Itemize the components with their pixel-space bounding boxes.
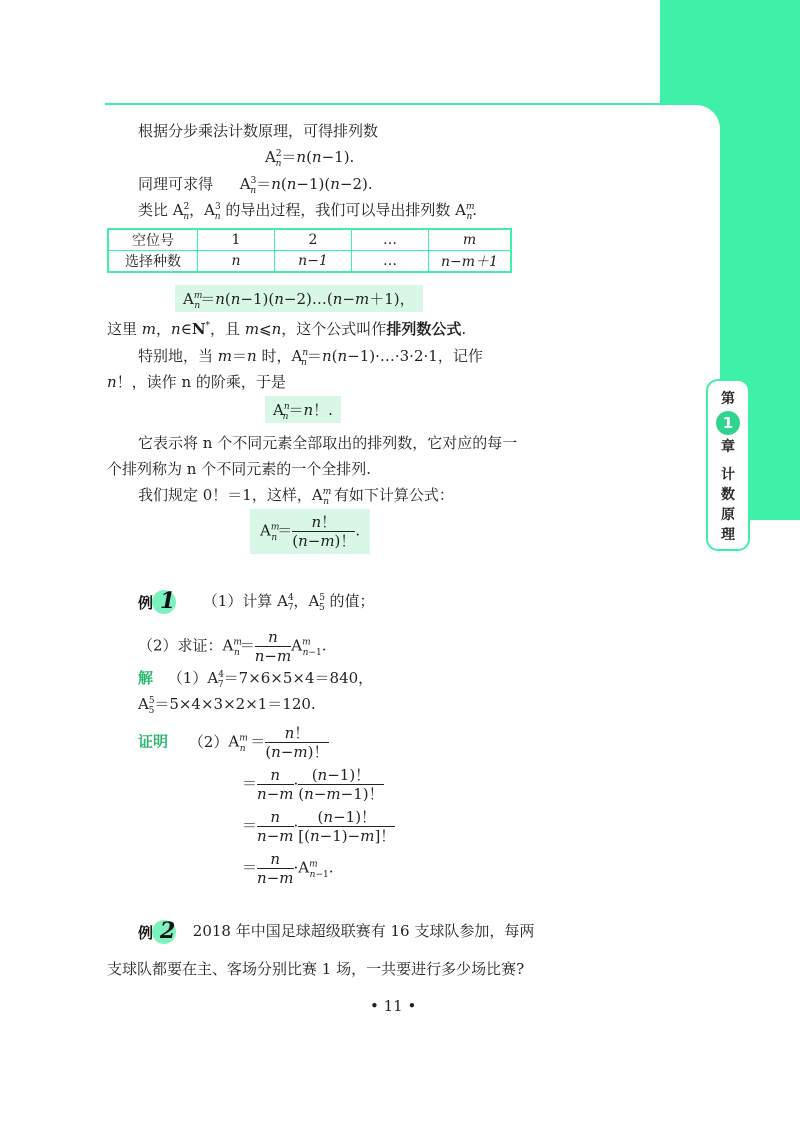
- chapter-title-char: 理: [721, 527, 735, 543]
- table-row-label: 选择种数: [108, 251, 198, 273]
- proof-step-2: ＝ $\frac{n}{n-m}$ · $\frac{(n-1)!}{(n-m-1)!}$: [242, 766, 384, 803]
- chapter-tab: [706, 379, 750, 551]
- table-row: [108, 251, 511, 273]
- proof-step-3: ＝ $\frac{n}{n-m}$ · $\frac{(n-1)!}{[(n-1)-m]!}$: [242, 808, 396, 845]
- formula-full-permutation: $A^n_n=n$！.: [265, 396, 341, 423]
- table-header-label: 空位号: [108, 229, 198, 251]
- paragraph-meaning: 它表示将 n 个不同元素全部取出的排列数，它对应的每一: [138, 434, 518, 452]
- paragraph-definition: 这里 m，n∈N*，且 m⩽n，这个公式叫作排列数公式.: [107, 320, 467, 338]
- example-1-badge: 例 1: [138, 588, 176, 614]
- paragraph-a3: 同理可求得 $A^3_n=n(n-1)(n-2)$.: [138, 175, 373, 196]
- example-1-solution: 解 $(1)A^4_7=7\times 6\times 5\times 4=840$，: [138, 669, 374, 690]
- paragraph-meaning-cont: 个排列称为 n 个不同元素的一个全排列.: [107, 460, 371, 478]
- paragraph-convention: 我们规定 0！＝1，这样，$A^m_n$ 有如下计算公式：: [138, 486, 454, 507]
- paragraph-factorial-cont: n！，读作 n 的阶乘，于是: [107, 373, 286, 391]
- chapter-di: 第: [721, 391, 735, 407]
- example-2-question-cont: 支球队都要在主、客场分别比赛 1 场，一共要进行多少场比赛?: [107, 960, 525, 978]
- page-number: • 11 •: [370, 997, 417, 1015]
- proof-label: 证明: [138, 732, 169, 751]
- table-cell: n−1: [275, 251, 352, 273]
- table-cell: n−m＋1: [429, 251, 512, 273]
- example-1-solution-2: $A^5_5=5\times 4\times 3\times 2\times 1=120$.: [138, 695, 316, 716]
- formula-permutation-highlight: $A^m_n=n(n-1)(n-2)\dots(n-m+1)$，: [175, 285, 423, 312]
- chapter-title-char: 原: [721, 507, 735, 523]
- chapter-zhang: 章: [721, 439, 735, 455]
- arrangement-table: [107, 228, 512, 273]
- proof-step-4: ＝ $\frac{n}{n-m}$ $\cdot A^m_{n-1}$.: [242, 850, 334, 887]
- solution-label: 解: [138, 669, 154, 687]
- table-cell: …: [352, 229, 429, 251]
- table-cell: 2: [275, 229, 352, 251]
- table-cell: 1: [198, 229, 275, 251]
- example-2-question: 例 2 2018 年中国足球超级联赛有 16 支球队参加，每两: [138, 918, 535, 944]
- table-row: [108, 229, 511, 251]
- table-cell: n: [198, 251, 275, 273]
- chapter-number: 1: [716, 411, 740, 435]
- example-2-badge: 例 2: [138, 918, 176, 944]
- chapter-title-char: 数: [721, 487, 735, 503]
- paragraph-intro: 根据分步乘法计数原理，可得排列数: [138, 122, 379, 140]
- page-top-rule: [105, 103, 665, 105]
- example-1-question: 例 1 （1）计算 $A^4_7$，$A^5_5$ 的值；: [138, 588, 375, 614]
- chapter-title-char: 计: [721, 467, 735, 483]
- table-cell: m: [429, 229, 512, 251]
- table-cell: …: [352, 251, 429, 273]
- paragraph-factorial: 特别地，当 m＝n 时，$A^n_n=n(n-1)\cdot\dots\cdot 3\cdot 2\cdot 1$，记作: [138, 347, 483, 368]
- formula-a2: $A^2_n=n(n-1)$.: [265, 148, 355, 169]
- formula-factorial-form: $A^m_n=$ $\frac{n!}{(n-m)!}$ .: [250, 509, 370, 554]
- term-permutation-formula: 排列数公式: [386, 320, 462, 338]
- paragraph-analogy: 类比 $A^2_n$，$A^3_n$ 的导出过程，我们可以导出排列数 $A^m_n$.: [138, 201, 478, 222]
- example-1-proof: 证明 $(2)A^m_n$ ＝ $\frac{n!}{(n-m)!}$: [138, 724, 329, 761]
- example-1-part2: （2）求证：$A^m_n=$ $\frac{n}{n-m}$ $A^m_{n-1}$.: [138, 628, 327, 665]
